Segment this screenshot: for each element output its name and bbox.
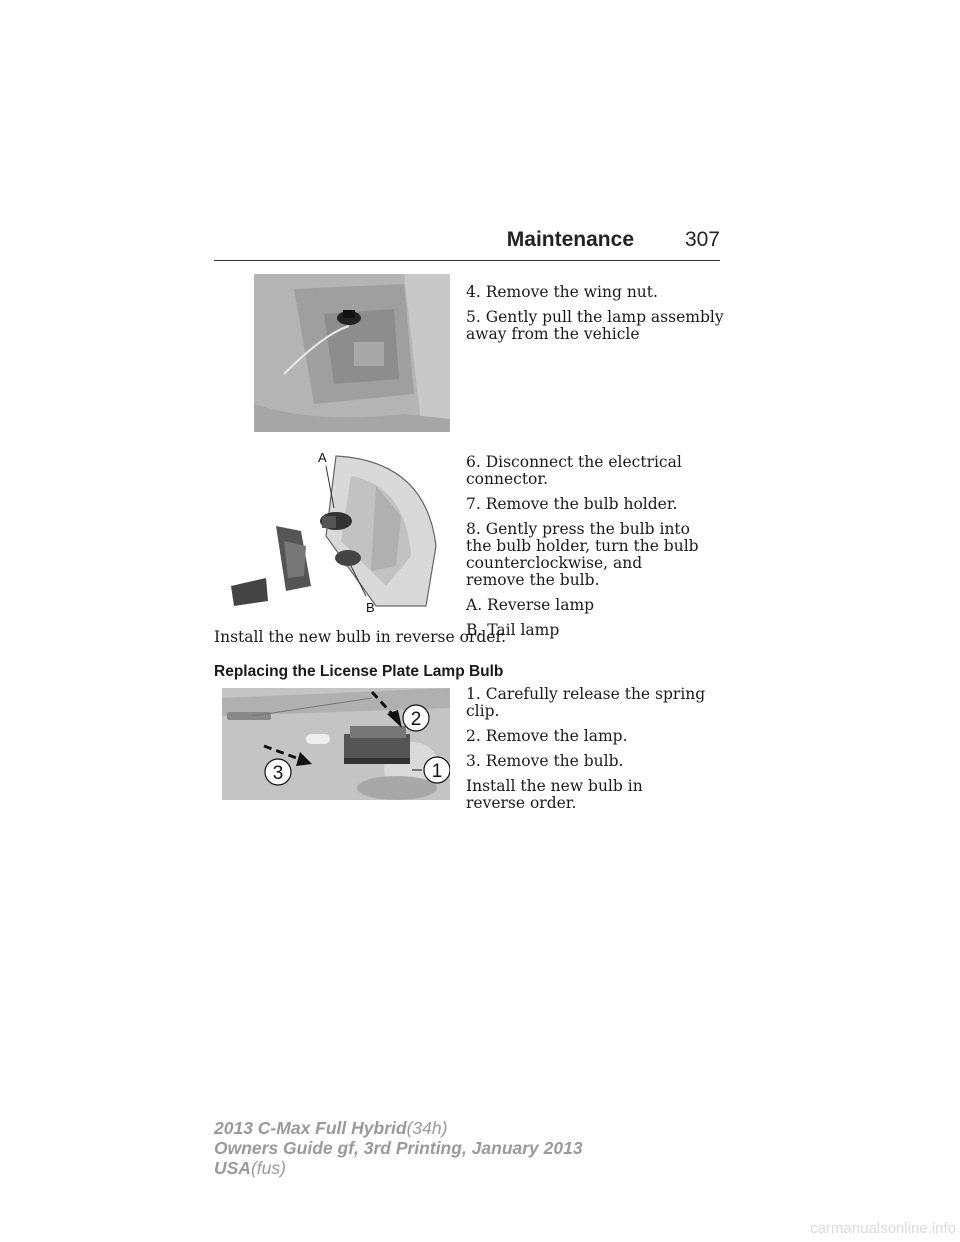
install-note: Install the new bulb in reverse order. [214,628,507,646]
footer-model: 2013 C-Max Full Hybrid [214,1118,407,1138]
callout-a: A [318,450,327,465]
callout-2: 2 [410,709,422,730]
step-text: Install the new bulb in reverse order. [466,777,643,812]
tail-lamp-figure [226,446,452,620]
step-text: 3. Remove the bulb. [466,752,624,770]
step-text: 1. Carefully release the spring clip. [466,685,706,720]
step-text: 2. Remove the lamp. [466,727,628,745]
legend-item: B. Tail lamp [466,621,560,639]
wing-nut-figure [254,274,450,432]
footer-printing: Owners Guide gf, 3rd Printing, January 2013 [214,1138,583,1158]
license-lamp-figure [222,688,450,800]
section-heading: Replacing the License Plate Lamp Bulb [214,663,504,680]
step-text: 5. Gently pull the lamp assembly away from the vehicle [466,308,724,343]
step-text: 7. Remove the bulb holder. [466,495,678,513]
callout-b: B [366,600,375,615]
footer-model-code: (34h) [406,1118,448,1138]
footer-market-code: (fus) [250,1158,286,1178]
page-number: 307 [684,228,720,251]
legend-item: A. Reverse lamp [466,596,595,614]
page-footer [214,1118,583,1178]
footer-market: USA [214,1158,251,1178]
steps-block-3 [466,686,726,820]
step-text: 4. Remove the wing nut. [466,283,658,301]
watermark: carmanualsonline.info [810,1220,956,1237]
steps-block-2 [466,454,700,647]
page-header [214,226,720,262]
step-text: 8. Gently press the bulb into the bulb holder, turn the bulb counterclockwise, and remove the bulb. [466,520,699,589]
header-rule [214,260,720,261]
steps-block-1 [466,284,726,351]
callout-3: 3 [272,763,284,784]
callout-1: 1 [431,761,443,782]
step-text: 6. Disconnect the electrical connector. [466,453,682,488]
section-title: Maintenance [506,228,634,251]
